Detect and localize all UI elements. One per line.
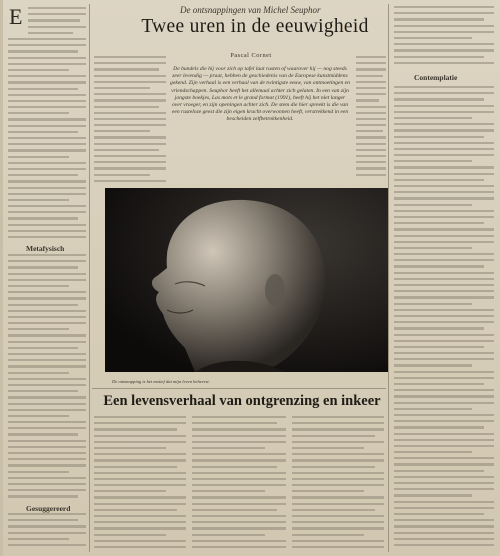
article-kicker: De ontsnappingen van Michel Seuphor — [180, 5, 321, 15]
column-3-text — [356, 56, 386, 184]
portrait-illustration — [105, 188, 388, 372]
right-column-text-1 — [394, 6, 494, 72]
column-2-text — [94, 56, 166, 184]
article-intro: De bundels die hij voor zich op tafel laat rusten of waarover hij — nog steeds zeer levendig — praat, hebben de geschiedenis van de Europese kunstmiddens gekend. Zijn verhaal is een verhaal van de twintigste eeuw, van ontmoetingen en vriendschappen. Seuphor heeft het allemaal achter zich gelaten. In een van zijn jongste boekjes, Las mots et le grand format (1991), heeft hij het niet langer over vroeger, en zijn openingen achter zich. De stem die hier spreekt is die van een rusteloze geest die zijn eigen kracht overwonnen heeft, verstrekkend in een bescheiden zelfbetrokkenheid. — [170, 66, 350, 123]
subhead-contemplatie: Contemplatie — [414, 73, 458, 82]
drop-cap: E — [9, 4, 23, 29]
section-rule — [92, 388, 386, 389]
column-rule-right — [388, 4, 389, 552]
bottom-column-1 — [94, 416, 186, 552]
section-headline: Een levensverhaal van ontgrenzing en inkeer — [103, 393, 381, 409]
page-edge — [0, 0, 3, 556]
left-column-text-1 — [8, 38, 86, 243]
subhead-gesuggereerd: Gesuggereerd — [26, 504, 71, 513]
left-column-text-3 — [8, 513, 86, 553]
photo-caption: De ontsnapping is het motief dat mijn leven beheerst. — [112, 379, 210, 384]
subhead-metafysisch: Metafysisch — [26, 244, 65, 253]
column-rule-left — [89, 4, 90, 552]
left-column-text-2 — [8, 254, 86, 502]
left-column-lead — [28, 7, 86, 37]
article-byline: Pascal Cornet — [230, 52, 272, 59]
bottom-column-2 — [192, 416, 286, 552]
article-headline: Twee uren in de eeuwigheid — [141, 16, 369, 37]
right-column-text-2 — [394, 86, 494, 552]
bottom-column-3 — [292, 416, 384, 552]
portrait-photo — [105, 188, 388, 372]
